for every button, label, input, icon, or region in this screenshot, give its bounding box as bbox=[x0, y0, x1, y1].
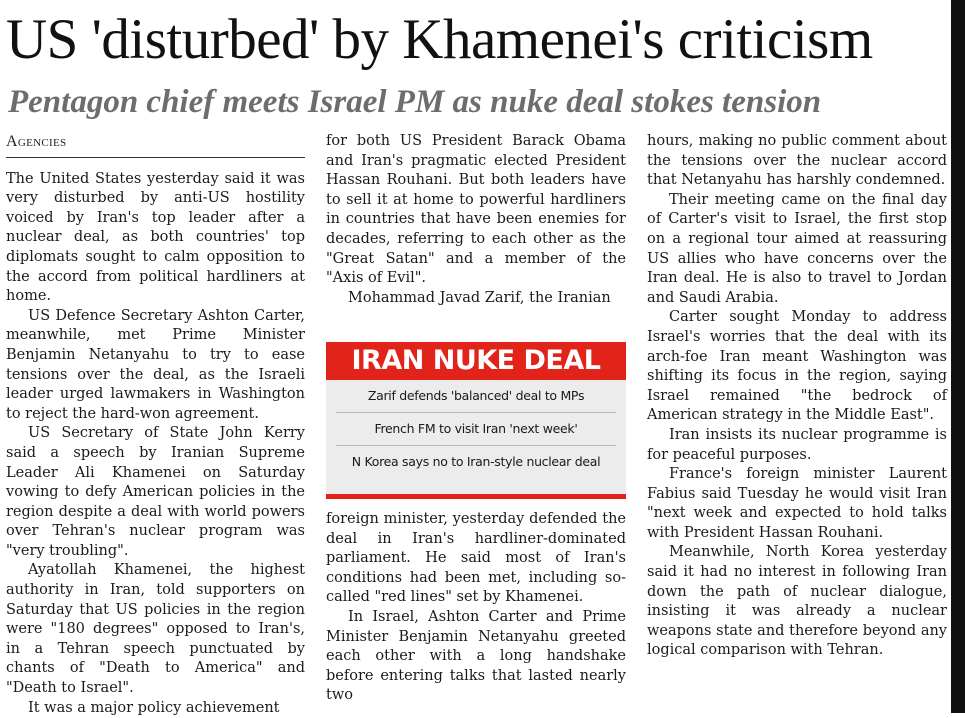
related-story-link[interactable]: N Korea says no to Iran-style nuclear deal bbox=[351, 454, 601, 469]
related-box-title: IRAN NUKE DEAL bbox=[326, 342, 626, 380]
paragraph: In Israel, Ashton Carter and Prime Minister Benjamin Netanyahu greeted each other with a long handshake before entering talks that lasted nearly two bbox=[326, 608, 626, 704]
paragraph: hours, making no public comment about the tensions over the nuclear accord that Netanyahu has harshly condemned. bbox=[647, 133, 947, 189]
paragraph: foreign minister, yesterday defended the deal in Iran's hardliner-dominated parliament. He said most of Iran's conditions had been met, including so-called "red lines" set by Khamenei. bbox=[326, 511, 626, 606]
page-edge-bar bbox=[951, 0, 965, 713]
paragraph: Their meeting came on the final day of Carter's visit to Israel, the first stop on a regional tour aimed at reassuring US allies who have concerns over the Iran deal. He is also to travel to Jordan and Saudi Arabia. bbox=[647, 191, 947, 306]
paragraph: Mohammad Javad Zarif, the Iranian bbox=[348, 289, 611, 306]
paragraph: Meanwhile, North Korea yesterday said it had no interest in following Iran down the path of nuclear dialogue, insisting it was already a nuclear weapons state and therefore beyond any logical comparison with Tehran. bbox=[647, 544, 947, 659]
related-story-link[interactable]: French FM to visit Iran 'next week' bbox=[336, 413, 616, 446]
headline: US 'disturbed' by Khamenei's criticism bbox=[6, 8, 873, 71]
column-2-continuation bbox=[326, 510, 626, 706]
paragraph: France's foreign minister Laurent Fabius said Tuesday he would visit Iran "next week and expected to hold talks with President Hassan Rouhani. bbox=[647, 466, 947, 541]
paragraph: for both US President Barack Obama and Iran's pragmatic elected President Hassan Rouhani. But both leaders have to sell it at home to powerful hardliners in countries that have been enemies for decades, referring to each other as the "Great Satan" and a member of the "Axis of Evil". bbox=[326, 133, 626, 287]
paragraph: The United States yesterday said it was very disturbed by anti-US hostility voiced by Iran's top leader after a nuclear deal, as both countries' top diplomats sought to calm opposition to the accord from political hardliners at home. bbox=[6, 170, 305, 305]
paragraph: It was a major policy achievement bbox=[28, 699, 280, 716]
related-story-link[interactable]: Zarif defends 'balanced' deal to MPs bbox=[336, 380, 616, 413]
paragraph: US Defence Secretary Ashton Carter, meanwhile, met Prime Minister Benjamin Netanyahu to try to ease tensions over the deal, as the Israeli leader urged lawmakers in Washington to reject the hard-won agreement. bbox=[6, 307, 305, 422]
related-box-footer bbox=[326, 478, 626, 499]
article-column-1 bbox=[6, 132, 305, 718]
subheadline: Pentagon chief meets Israel PM as nuke deal stokes tension bbox=[8, 84, 822, 120]
paragraph: Carter sought Monday to address Israel's worries that the deal with its arch-foe Iran meant Washington was shifting its focus in the region, saying Israel remained "the bedrock of American strategy in the Middle East". bbox=[647, 309, 947, 424]
related-stories-list bbox=[326, 380, 626, 478]
related-stories-box bbox=[326, 342, 626, 494]
paragraph: US Secretary of State John Kerry said a speech by Iranian Supreme Leader Ali Khamenei on Saturday vowing to defy American policies in the region despite a deal with world powers over Tehran's nuclear program was "very troubling". bbox=[6, 425, 305, 559]
byline: Agencies bbox=[6, 132, 305, 158]
paragraph: Iran insists its nuclear programme is for peaceful purposes. bbox=[647, 426, 947, 463]
paragraph: Ayatollah Khamenei, the highest authority in Iran, told supporters on Saturday that US policies in the region were "180 degrees" opposed to Iran's, in a Tehran speech punctuated by chants of "Death to America" and "Death to Israel". bbox=[6, 562, 305, 697]
article-column-3 bbox=[647, 132, 947, 661]
